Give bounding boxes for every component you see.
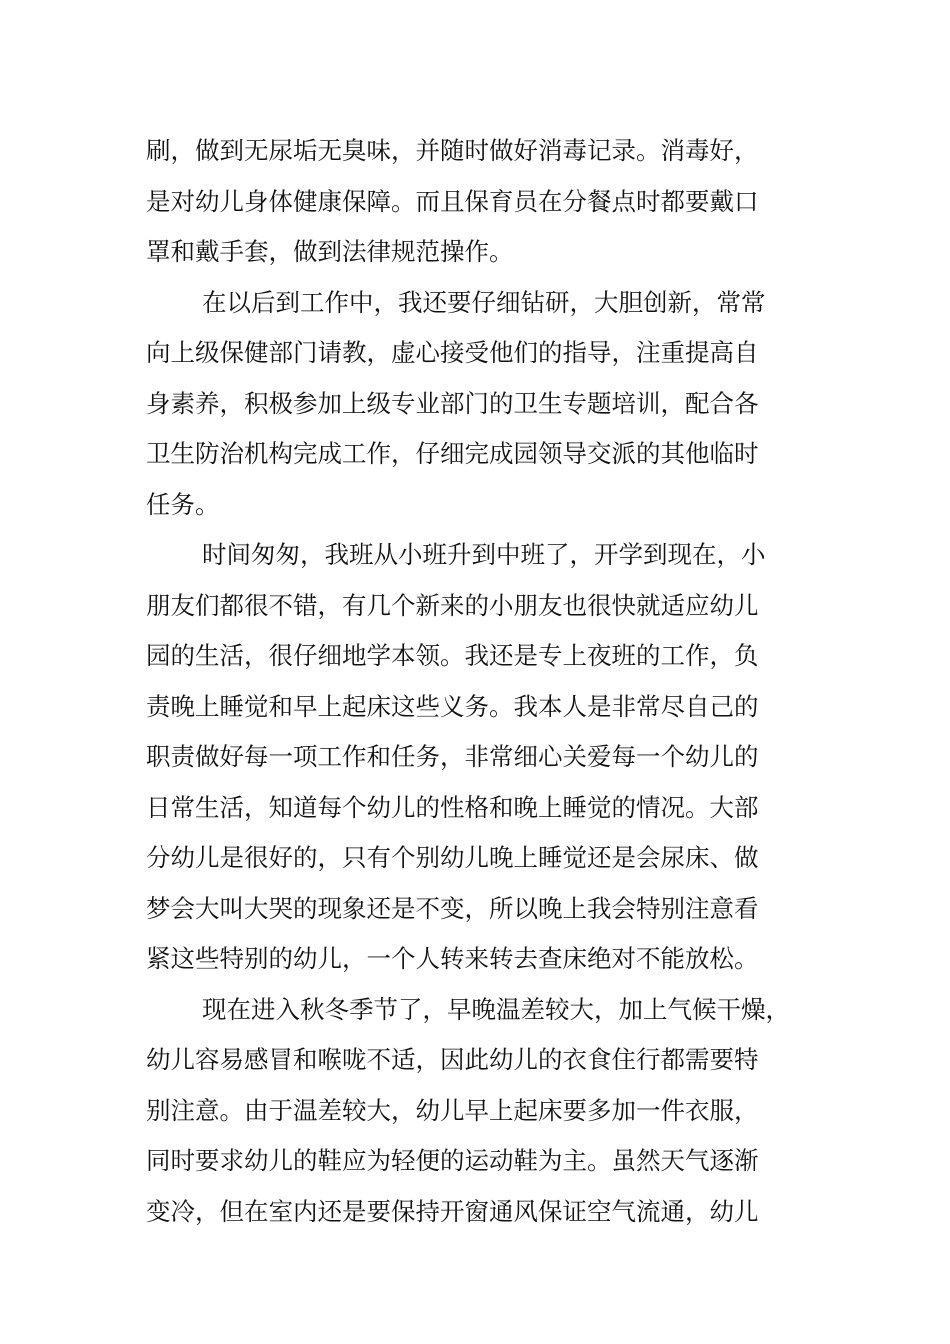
text-line: 身素养，积极参加上级专业部门的卫生专题培训，配合各: [146, 388, 759, 418]
text-line: 罩和戴手套，做到法律规范操作。: [146, 237, 514, 266]
paragraph: [146, 985, 836, 1238]
paragraph: [146, 126, 836, 278]
text-line: 朋友们都很不错，有几个新来的小朋友也很快就适应幼儿: [146, 590, 759, 620]
text-line: 向上级保健部门请教，虚心接受他们的指导，注重提高自: [146, 338, 759, 367]
text-line: 同时要求幼儿的鞋应为轻便的运动鞋为主。虽然天气逐渐: [146, 1146, 759, 1175]
paragraph: [146, 278, 836, 531]
text-line: 日常生活，知道每个幼儿的性格和晚上睡觉的情况。大部: [146, 792, 759, 822]
text-line: 任务。: [146, 489, 220, 519]
text-line: 别注意。由于温差较大，幼儿早上起床要多加一件衣服，: [146, 1095, 759, 1125]
text-line: 职责做好每一项工作和任务，非常细心关爱每一个幼儿的: [146, 742, 759, 771]
text-line: 梦会大叫大哭的现象还是不变，所以晚上我会特别注意看: [146, 893, 759, 923]
paragraph: [146, 530, 836, 985]
text-line: 是对幼儿身体健康保障。而且保育员在分餐点时都要戴口: [146, 186, 759, 216]
text-line: 幼儿容易感冒和喉咙不适，因此幼儿的衣食住行都需要特: [146, 1045, 759, 1074]
text-line: 时间匆匆，我班从小班升到中班了，开学到现在，小: [202, 540, 766, 569]
document-body: [146, 126, 836, 1237]
text-line: 在以后到工作中，我还要仔细钻研，大胆创新，常常: [202, 287, 766, 317]
text-line: 刷，做到无尿垢无臭味，并随时做好消毒记录。消毒好，: [146, 136, 759, 165]
text-line: 紧这些特别的幼儿，一个人转来转去查床绝对不能放松。: [146, 944, 759, 973]
text-line: 园的生活，很仔细地学本领。我还是专上夜班的工作，负: [146, 641, 759, 670]
text-line: 卫生防治机构完成工作，仔细完成园领导交派的其他临时: [146, 439, 759, 468]
text-line: 责晚上睡觉和早上起床这些义务。我本人是非常尽自己的: [146, 691, 759, 721]
text-line: 现在进入秋冬季节了，早晚温差较大，加上气候干燥，: [202, 994, 790, 1024]
text-line: 变冷，但在室内还是要保持开窗通风保证空气流通，幼儿: [146, 1196, 759, 1226]
text-line: 分幼儿是很好的，只有个别幼儿晚上睡觉还是会尿床、做: [146, 843, 759, 872]
